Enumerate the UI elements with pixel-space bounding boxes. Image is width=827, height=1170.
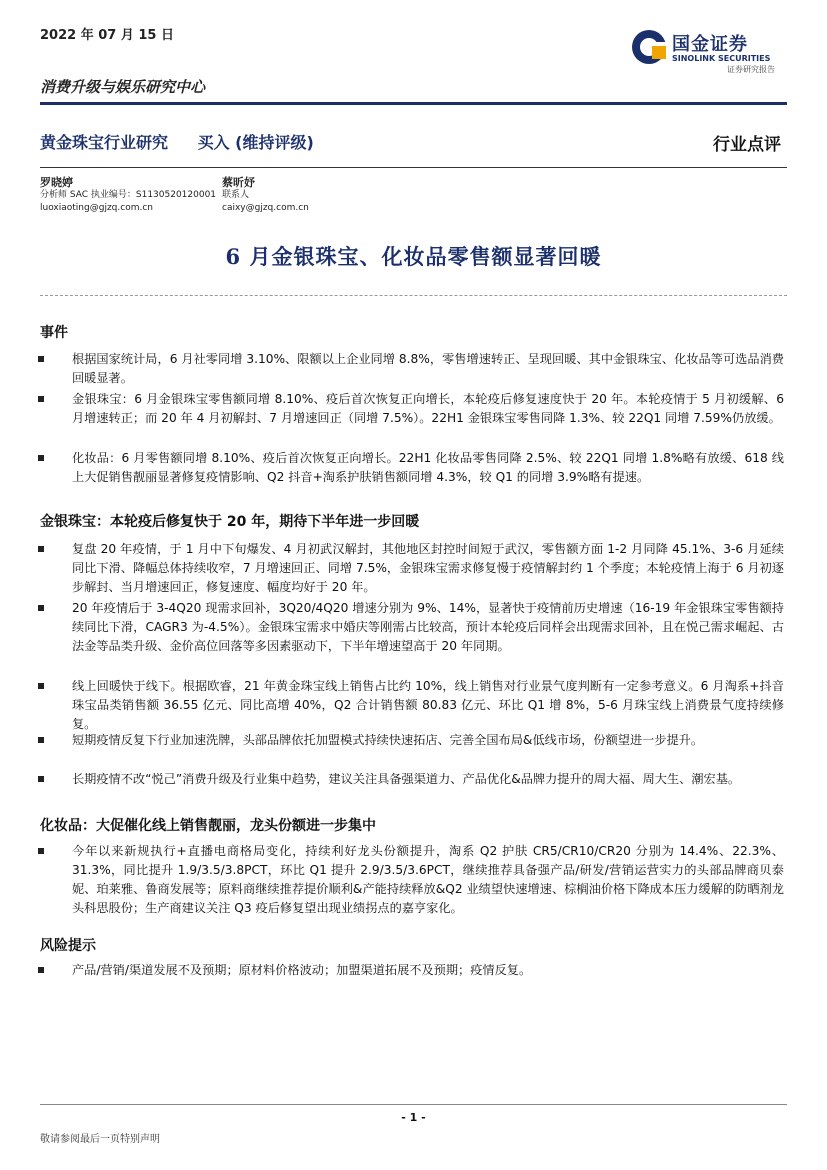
rating: 买入 (维持评级) — [197, 133, 314, 152]
logo-text: 国金证券 — [672, 34, 748, 55]
section-title-event: 事件 — [40, 325, 68, 341]
section-title-jewelry: 金银珠宝：本轮疫后修复快于 20 年，期待下半年进一步回暖 — [40, 514, 420, 530]
author-block-2 — [222, 176, 309, 215]
list-item: 线上回暖快于线下。根据欧睿，21 年黄金珠宝线上销售占比约 10%，线上销售对行业景气度判断有一定参考意义。6 月淘系+抖音珠宝品类销售额 36.55 亿元、同比高增 40%，Q2 合计销售额 80.83 亿元、环比 Q1 增 8%，5-6 月珠宝线上消费景气度持续修复。 — [72, 677, 784, 734]
list-item: 化妆品：6 月零售额同增 8.10%、疫后首次恢复正向增长。22H1 化妆品零售同降 2.5%、较 22Q1 同增 1.8%略有放缓、618 线上大促销售靓丽显著修复疫情影响、Q2 抖音+淘系护肤销售额同增 4.3%，较 Q1 的同增 3.9%略有提速。 — [72, 449, 784, 487]
bullet-square-icon — [38, 546, 44, 552]
report-type: 行业点评 — [713, 135, 781, 155]
author-role: 分析师 SAC 执业编号：S1130520120001 — [40, 190, 217, 200]
list-item: 复盘 20 年疫情，于 1 月中下旬爆发、4 月初武汉解封，其他地区封控时间短于武汉，零售额方面 1-2 月同降 45.1%、3-6 月延续同比下滑、降幅总体持续收窄，7 月增速回正、同增 7.5%，金银珠宝需求修复慢于疫情解封约 1 个季度；本轮疫情上海于 6 月初逐步解封、当月增速回正，修复速度、幅度均好于 20 年。 — [72, 540, 784, 597]
bullet-square-icon — [38, 737, 44, 743]
author-block-1 — [40, 176, 216, 215]
author-email[interactable]: caixy@gjzq.com.cn — [222, 203, 309, 213]
section-title-risk: 风险提示 — [40, 938, 96, 954]
author-name: 罗晓婷 — [40, 176, 73, 189]
section-title-cosmetics: 化妆品：大促催化线上销售靓丽，龙头份额进一步集中 — [40, 818, 376, 834]
bullet-square-icon — [38, 605, 44, 611]
report-date: 2022 年 07 月 15 日 — [40, 28, 174, 43]
author-role: 联系人 — [222, 190, 250, 200]
bullet-square-icon — [38, 848, 44, 854]
bullet-square-icon — [38, 396, 44, 402]
department-name: 消费升级与娱乐研究中心 — [40, 78, 206, 96]
list-item: 根据国家统计局，6 月社零同增 3.10%、限额以上企业同增 8.8%，零售增速转正、呈现回暖、其中金银珠宝、化妆品等可选品消费回暖显著。 — [72, 350, 784, 388]
bullet-square-icon — [38, 356, 44, 362]
author-email[interactable]: luoxiaoting@gjzq.com.cn — [40, 203, 153, 213]
header-divider — [40, 102, 787, 105]
page-number: - 1 - — [401, 1111, 426, 1124]
report-headline: 6 月金银珠宝、化妆品零售额显著回暖 — [225, 244, 602, 269]
logo-english: SINOLINK SECURITIES — [672, 54, 771, 63]
author-name: 蔡昕妤 — [222, 176, 255, 189]
list-item: 20 年疫情后于 3-4Q20 现需求回补，3Q20/4Q20 增速分别为 9%、14%，显著快于疫情前历史增速（16-19 年金银珠宝零售额持续同比下滑，CAGR3 为-4.5%）。金银珠宝需求中婚庆等刚需占比较高，预计本轮疫后同样会出现需求回补，且在悦己需求崛起、古法金等品类升级、金价高位回落等多因素驱动下，下半年增速望高于 20 年同期。 — [72, 599, 784, 656]
bullet-square-icon — [38, 455, 44, 461]
bullet-square-icon — [38, 683, 44, 689]
list-item: 短期疫情反复下行业加速洗牌，头部品牌依托加盟模式持续快速拓店、完善全国布局&低线市场，份额望进一步提升。 — [72, 731, 784, 750]
industry-title: 黄金珠宝行业研究 — [40, 133, 169, 152]
logo-subtitle: 证券研究报告 — [727, 65, 775, 74]
bullet-square-icon — [38, 776, 44, 782]
list-item: 今年以来新规执行+直播电商格局变化，持续利好龙头份额提升，淘系 Q2 护肤 CR5/CR10/CR20 分别为 14.4%、22.3%、31.3%，同比提升 1.9/3.5/3.8PCT，环比 Q1 提升 2.9/3.5/3.6PCT，继续推荐具备强产品/研发/营销运营实力的头部品牌商贝泰妮、珀莱雅、鲁商发展等；原料商继续推荐提价顺利&产能持续释放&Q2 业绩望快速增速、棕榈油价格下降成本压力缓解的防晒剂龙头科思股份；生产商建议关注 Q3 疫后修复望出现业绩拐点的嘉亨家化。 — [72, 842, 784, 918]
list-item: 金银珠宝：6 月金银珠宝零售额同增 8.10%、疫后首次恢复正向增长，本轮疫后修复速度快于 20 年。本轮疫情于 5 月初缓解、6 月增速转正；而 20 年 4 月初解封、7 月增速回正（同增 7.5%）。22H1 金银珠宝零售同降 1.3%、较 22Q1 同增 7.59%仍放缓。 — [72, 390, 784, 428]
headline-divider — [40, 295, 787, 296]
footer-disclaimer: 敬请参阅最后一页特别声明 — [40, 1134, 160, 1145]
bullet-square-icon — [38, 967, 44, 973]
title-divider — [40, 167, 787, 168]
title-row — [40, 130, 338, 153]
list-item: 产品/营销/渠道发展不及预期；原材料价格波动；加盟渠道拓展不及预期；疫情反复。 — [72, 961, 784, 980]
footer-divider — [40, 1104, 787, 1105]
list-item: 长期疫情不改“悦己”消费升级及行业集中趋势，建议关注具备强渠道力、产品优化&品牌力提升的周大福、周大生、潮宏基。 — [72, 770, 784, 789]
sinolink-logo-icon — [630, 28, 668, 66]
